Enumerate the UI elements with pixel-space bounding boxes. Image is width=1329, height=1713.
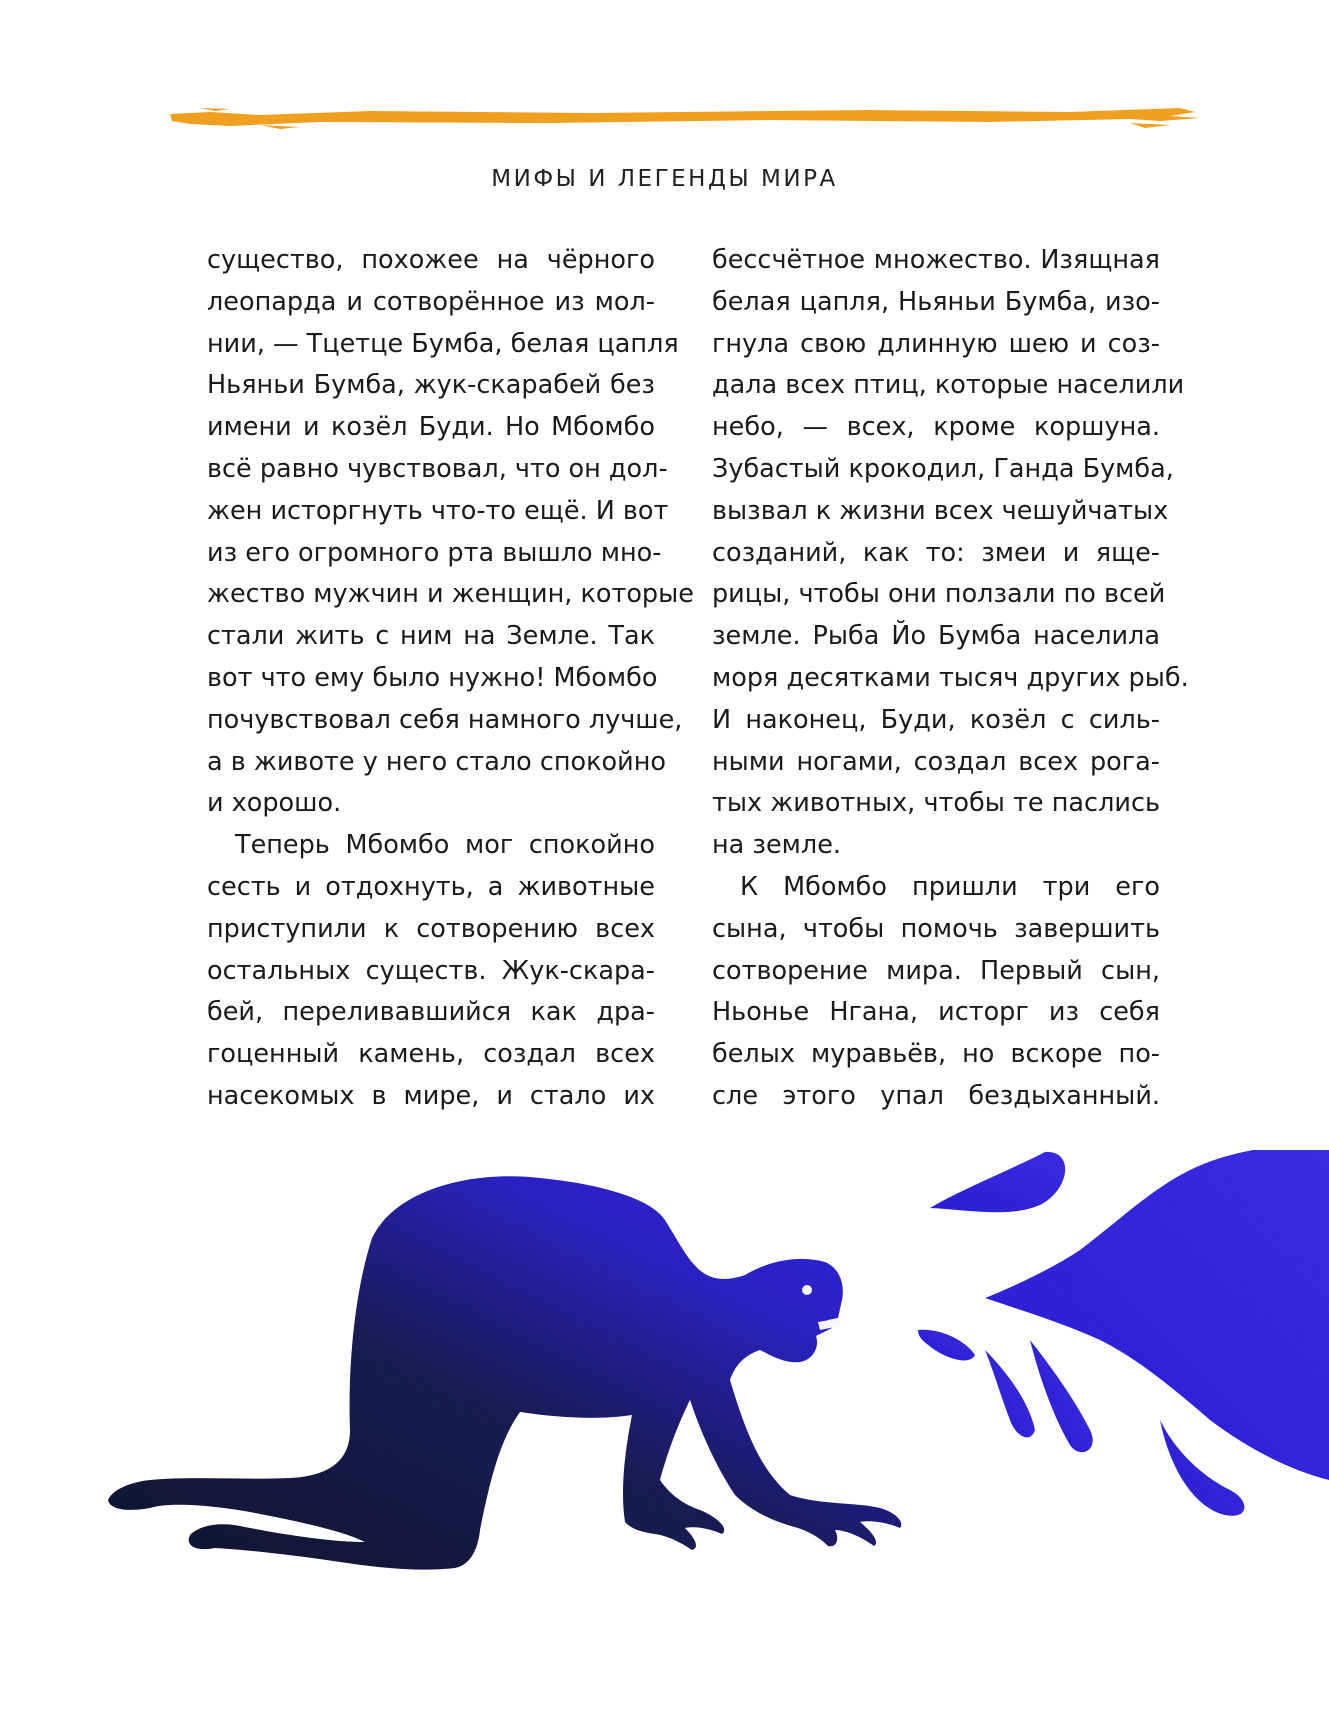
text-line: почувствовал себя намного лучше,	[207, 704, 683, 735]
text-line: бессчётное множество. Изящная	[712, 245, 1160, 275]
text-line: леопарда и сотворённое из мол-	[207, 286, 655, 317]
text-line: тых животных, чтобы те паслись	[712, 788, 1160, 819]
drop-shape	[985, 1350, 1035, 1437]
text-line: сле этого упал бездыханный.	[712, 1080, 1160, 1111]
text-line: всё равно чувствовал, что он дол-	[207, 453, 668, 484]
text-line: гоценный камень, создал всех	[207, 1039, 655, 1070]
text-line: насекомых в мире, и стало их	[207, 1080, 655, 1111]
text-line: рицы, чтобы они ползали по всей	[712, 579, 1166, 610]
figure-eye	[802, 1285, 812, 1295]
text-line: имени и козёл Буди. Но Мбомбо	[207, 412, 655, 443]
text-line: сотворение мира. Первый сын,	[712, 955, 1160, 986]
text-line: Ньяньи Бумба, жук-скарабей без	[207, 370, 655, 401]
text-line: небо, — всех, кроме коршуна.	[712, 412, 1160, 443]
text-line: вызвал к жизни всех чешуйчатых	[712, 495, 1169, 526]
text-line: Ньонье Нгана, исторг из себя	[712, 997, 1160, 1028]
text-line: приступили к сотворению всех	[207, 913, 655, 944]
text-line: ными ногами, создал всех рога-	[712, 746, 1160, 777]
text-line: гнула свою длинную шею и соз-	[712, 328, 1160, 359]
text-line: жество мужчин и женщин, которые	[207, 579, 694, 610]
text-line: существо, похожее на чёрного	[207, 245, 655, 275]
mbombo-illustration	[0, 1150, 1329, 1630]
text-line: на земле.	[712, 830, 841, 861]
text-line: сесть и отдохнуть, а животные	[207, 871, 655, 902]
drop-shape	[1030, 1340, 1093, 1452]
header-brush-stroke	[170, 104, 1200, 134]
text-line: белая цапля, Ньяньи Бумба, изо-	[712, 286, 1160, 317]
text-line: нии, — Тцетце Бумба, белая цапля	[207, 328, 679, 359]
text-line: моря десятками тысяч других рыб.	[712, 662, 1189, 693]
text-line: бей, переливавшийся как дра-	[207, 997, 655, 1028]
right-text-column	[712, 240, 1189, 1118]
text-line: вот что ему было нужно! Мбомбо	[207, 662, 658, 693]
text-line: остальных существ. Жук-скара-	[207, 955, 655, 986]
text-line: К Мбомбо пришли три его	[740, 871, 1160, 902]
expelled-shapes	[918, 1150, 1329, 1516]
text-line: дала всех птиц, которые населили	[712, 370, 1185, 401]
text-line: Теперь Мбомбо мог спокойно	[235, 830, 655, 861]
text-line: белых муравьёв, но вскоре по-	[712, 1039, 1160, 1070]
text-line: а в животе у него стало спокойно	[207, 746, 666, 777]
left-text-column	[207, 240, 694, 1118]
text-line: И наконец, Буди, козёл с силь-	[712, 704, 1160, 735]
text-line: стали жить с ним на Земле. Так	[207, 621, 655, 652]
running-head: МИФЫ И ЛЕГЕНДЫ МИРА	[491, 166, 838, 192]
text-line: Зубастый крокодил, Ганда Бумба,	[712, 453, 1174, 484]
text-line: жен исторгнуть что-то ещё. И вот	[207, 495, 669, 526]
text-line: земле. Рыба Йо Бумба населила	[712, 621, 1160, 652]
crouching-figure	[108, 1176, 901, 1569]
drop-shape	[918, 1330, 975, 1361]
drop-shape	[930, 1152, 1065, 1212]
text-line: из его огромного рта вышло мно-	[207, 537, 662, 568]
text-line: созданий, как то: змеи и яще-	[712, 537, 1160, 568]
text-line: сына, чтобы помочь завершить	[712, 913, 1160, 944]
text-line: и хорошо.	[207, 788, 342, 819]
